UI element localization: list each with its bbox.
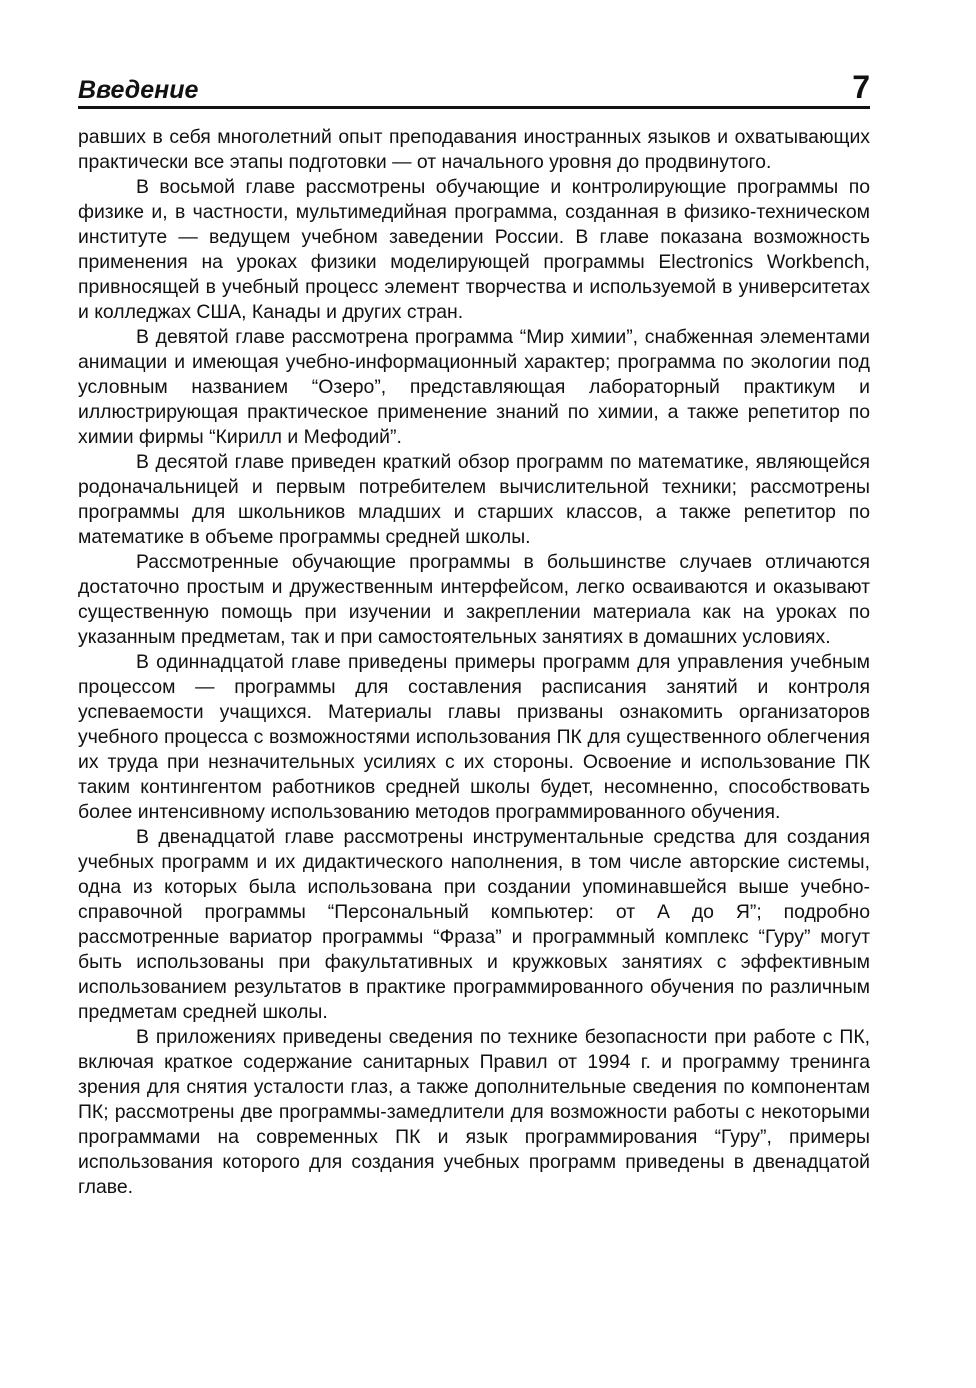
paragraph-chapter-10: В десятой главе приведен краткий обзор программ по математике, являющейся родоначальницей и первым потребителем вычислительной техники; рассмотрены программы для школьников младших и старших классов, а также репетитор по математике в объеме программы средней школы. — [78, 451, 870, 548]
book-page — [78, 62, 870, 1200]
paragraph-chapter-8: В восьмой главе рассмотрены обучающие и контролирующие программы по физике и, в частности, мультимедийная программа, созданная в физико-техническом институте — ведущем учебном заведении России. В главе показана возможность применения на уроках физики моделирующей программы Electronics Workbench, привносящей в учебный процесс элемент творчества и используемой в университетах и колледжах США, Канады и других стран. — [78, 176, 870, 323]
body-text — [78, 125, 870, 1200]
paragraph-programs-summary: Рассмотренные обучающие программы в большинстве случаев отличаются достаточно простым и дружественным интерфейсом, легко осваиваются и оказывают существенную помощь при изучении и закреплении материала как на уроках по указанным предметам, так и при самостоятельных занятиях в домашних условиях. — [78, 551, 870, 648]
paragraph-appendices: В приложениях приведены сведения по технике безопасности при работе с ПК, включая краткое содержание санитарных Правил от 1994 г. и программу тренинга зрения для снятия усталости глаз, а также дополнительные сведения по компонентам ПК; рассмотрены две программы-замедлители для возможности работы с некоторыми программами на современных ПК и язык программирования “Гуру”, примеры использования которого для создания учебных программ приведены в двенадцатой главе. — [78, 1026, 870, 1198]
section-title: Введение — [78, 76, 199, 104]
paragraph-chapter-9: В девятой главе рассмотрена программа “Мир химии”, снабженная элементами анимации и имеющая учебно-информационный характер; программа по экологии под условным названием “Озеро”, представляющая лабораторный практикум и иллюстрирующая практическое применение знаний по химии, а также репетитор по химии фирмы “Кирилл и Мефодий”. — [78, 326, 870, 448]
running-header — [78, 62, 870, 109]
page-number: 7 — [852, 69, 870, 105]
paragraph-chapter-11: В одиннадцатой главе приведены примеры программ для управления учебным процессом — программы для составления расписания занятий и контроля успеваемости учащихся. Материалы главы призваны ознакомить организаторов учебного процесса с возможностями использования ПК для существенного облегчения их труда при незначительных усилиях с их стороны. Освоение и использование ПК таким контингентом работников средней школы будет, несомненно, способствовать более интенсивному использованию методов программированного обучения. — [78, 651, 870, 823]
paragraph-chapter-12: В двенадцатой главе рассмотрены инструментальные средства для создания учебных программ и их дидактического наполнения, в том числе авторские системы, одна из которых была использована при создании упоминавшейся выше учебно-справочной программы “Персональный компьютер: от А до Я”; подробно рассмотренные вариатор программы “Фраза” и программный комплекс “Гуру” могут быть использованы при факультативных и кружковых занятиях с эффективным использованием результатов в практике программированного обучения по различным предметам средней школы. — [78, 826, 870, 1023]
paragraph-continuation: равших в себя многолетний опыт преподавания иностранных языков и охватывающих практически все этапы подготовки — от начального уровня до продвинутого. — [78, 126, 870, 173]
